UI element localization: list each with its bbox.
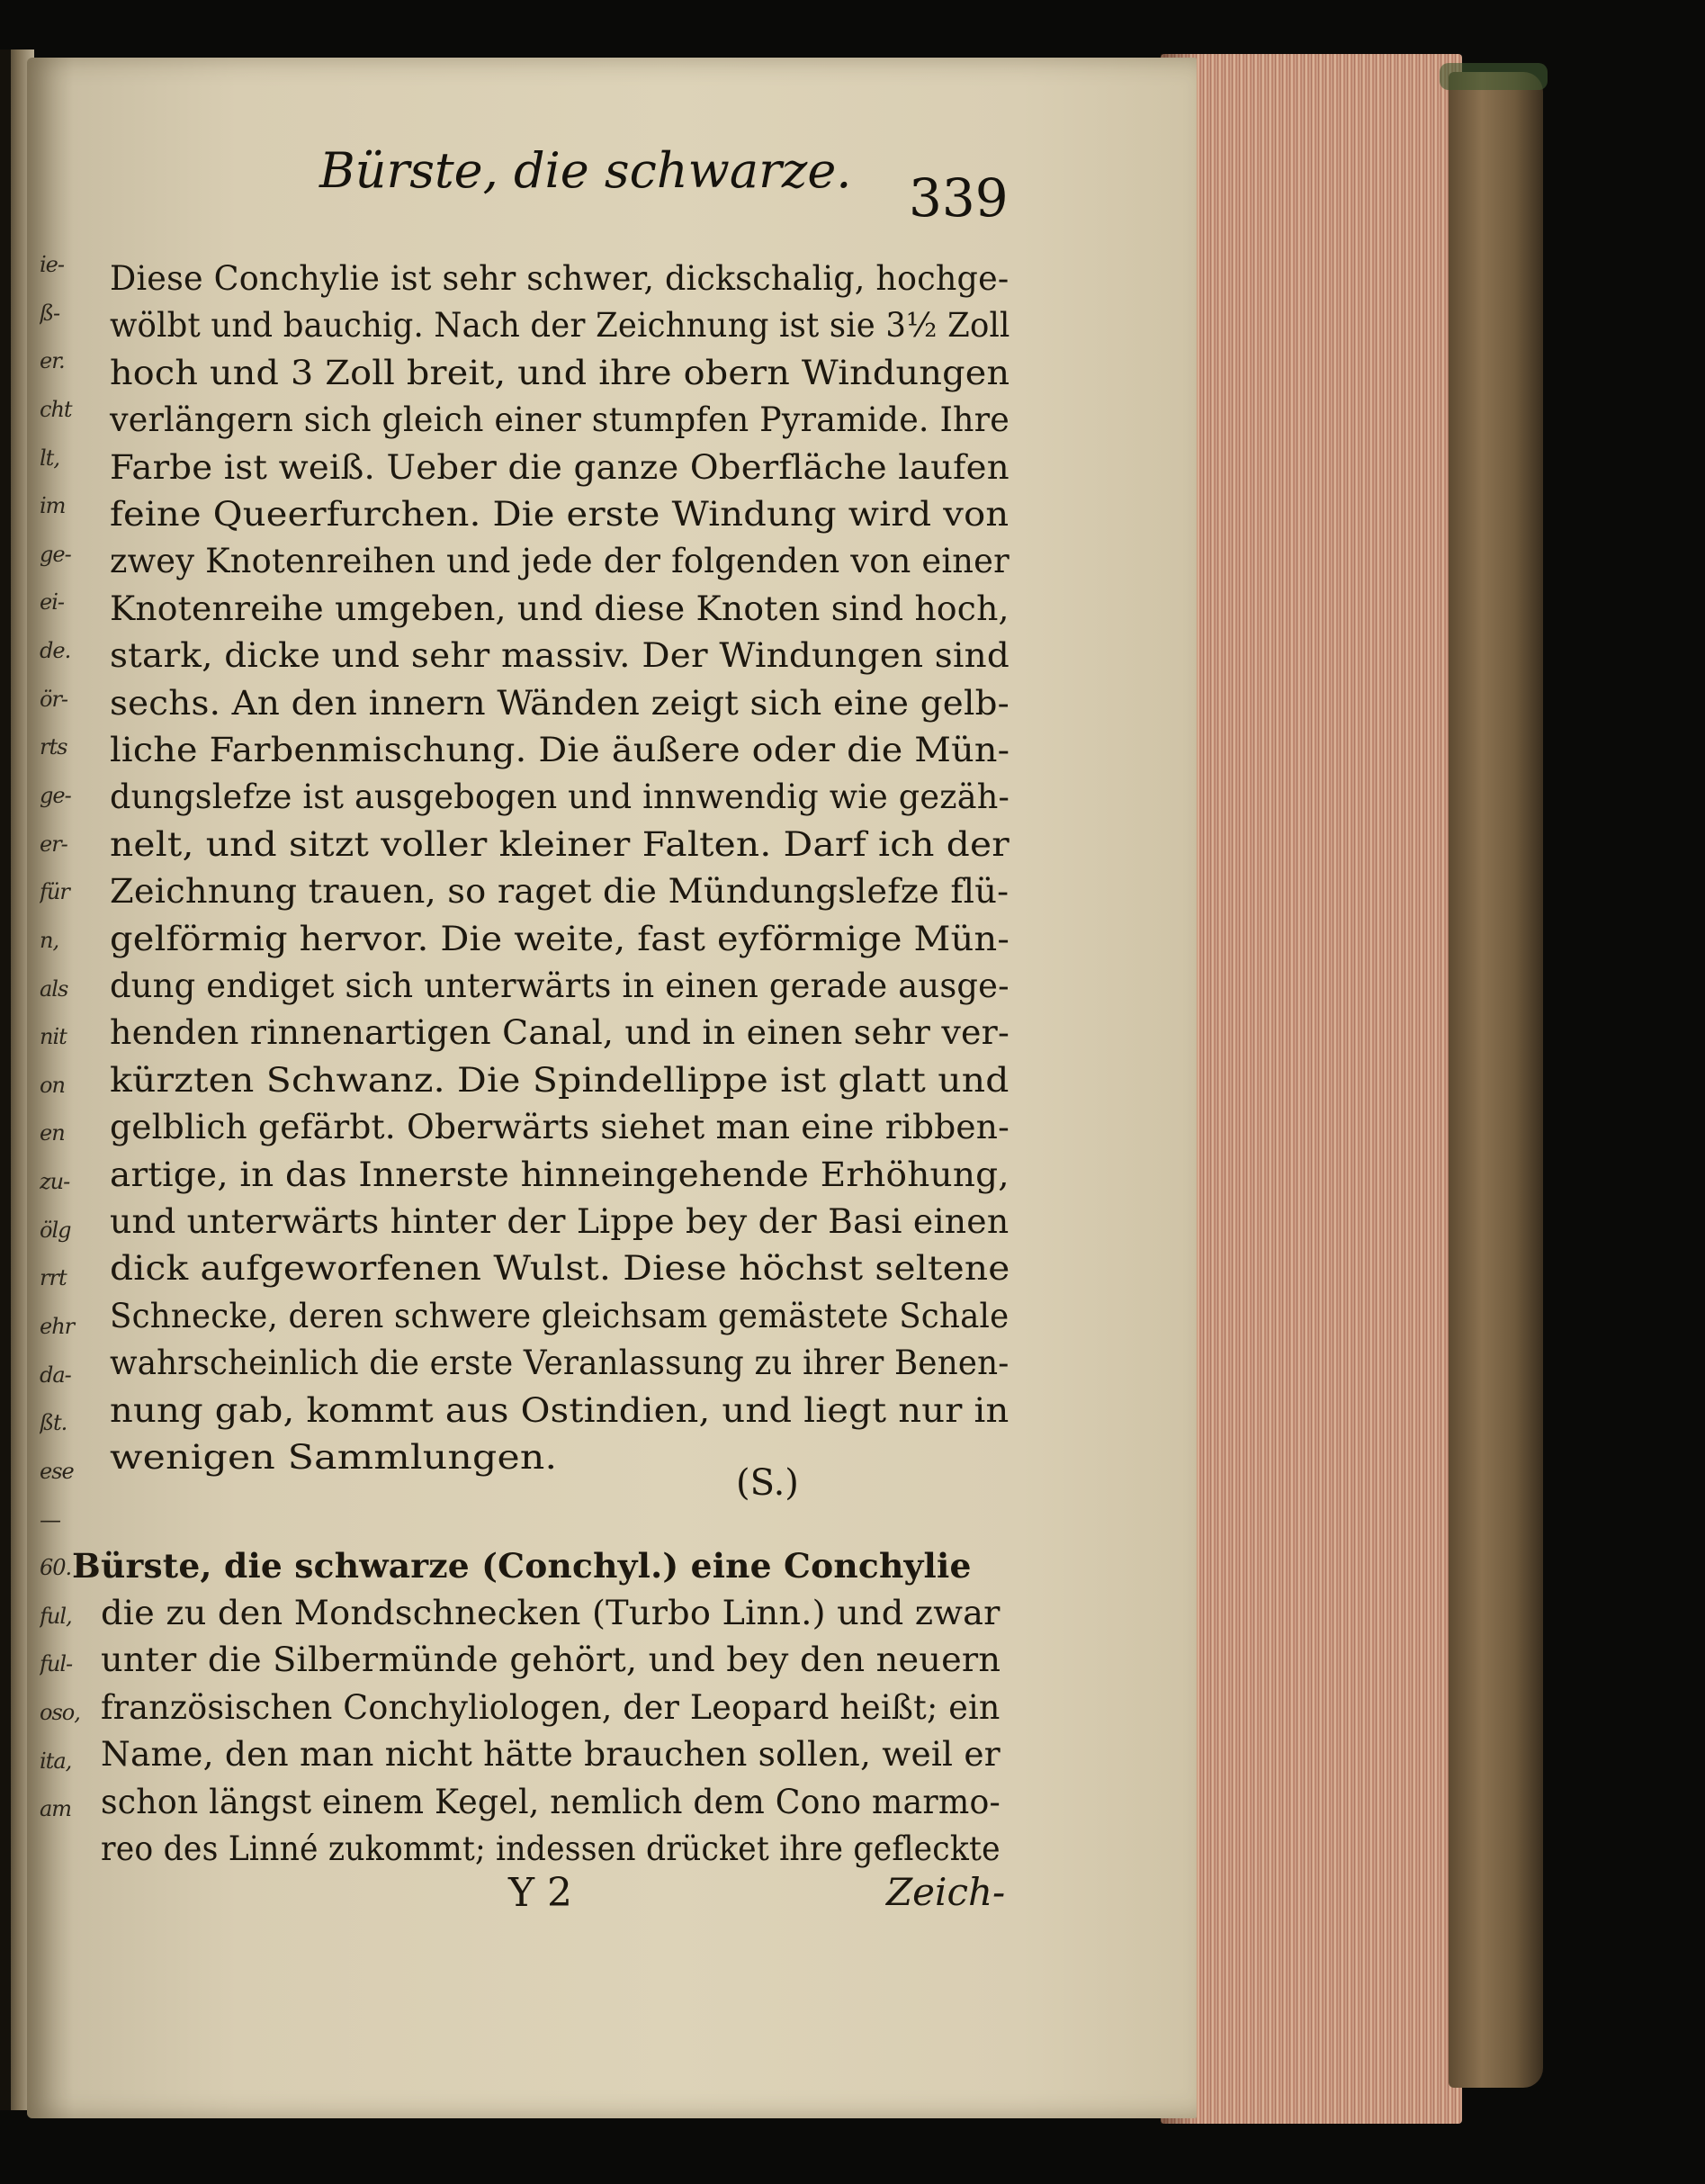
facing-page-fragment: im: [40, 493, 66, 519]
facing-page-fragment: ör-: [40, 686, 68, 712]
text-line: nelt, und sitzt voller kleiner Falten. Darf ich der: [110, 824, 1010, 864]
facing-page-fragment: ge-: [40, 783, 71, 808]
text-line: sechs. An den innern Wänden zeigt sich eine gelb-: [110, 683, 1010, 723]
text-line: französischen Conchyliologen, der Leopard heißt; ein: [101, 1687, 1001, 1727]
text-line: verlängern sich gleich einer stumpfen Pyramide. Ihre: [110, 400, 1010, 440]
text-line: Name, den man nicht hätte brauchen sollen, weil er: [101, 1735, 1001, 1774]
text-line: dick aufgeworfenen Wulst. Diese höchst seltene: [110, 1249, 1010, 1289]
text-line: zwey Knotenreihen und jede der folgenden von einer: [110, 542, 1010, 581]
text-line: Diese Conchylie ist sehr schwer, dickschalig, hochge-: [110, 259, 1010, 298]
facing-page-fragment: ful-: [40, 1651, 73, 1677]
text-line: gelblich gefärbt. Oberwärts siehet man eine ribben-: [110, 1108, 1010, 1147]
facing-page-fragment: oso,: [40, 1700, 80, 1726]
facing-page-fragment: ölg: [40, 1217, 71, 1243]
page-edges: [1161, 54, 1462, 2124]
text-line: unter die Silbermünde gehört, und bey den neuern: [101, 1640, 1001, 1679]
text-line: die zu den Mondschnecken (Turbo Linn.) und zwar: [101, 1593, 1001, 1632]
text-line: nung gab, kommt aus Ostindien, und liegt nur in: [110, 1390, 1010, 1430]
facing-page-fragment: er.: [40, 348, 65, 374]
facing-page-fragment: ge-: [40, 541, 71, 567]
facing-page-fragment: cht: [40, 396, 72, 422]
text-line: henden rinnenartigen Canal, und in einen sehr ver-: [110, 1013, 1010, 1053]
text-line: feine Queerfurchen. Die erste Windung wird von: [110, 495, 1010, 534]
facing-page-fragment: als: [40, 975, 68, 1002]
text-line: wahrscheinlich die erste Veranlassung zu ihrer Benen-: [110, 1344, 1010, 1383]
text-line: Knotenreihe umgeben, und diese Knoten sind hoch,: [110, 589, 1010, 628]
facing-page-text-fragments: [34, 252, 94, 1890]
text-line: reo des Linné zukommt; indessen drücket ihre gefleckte: [101, 1829, 1001, 1868]
facing-page-fragment: ßt.: [40, 1410, 67, 1436]
text-line: Farbe ist weiß. Ueber die ganze Oberfläche laufen: [110, 447, 1010, 487]
facing-page-fragment: on: [40, 1072, 65, 1098]
text-line: kürzten Schwanz. Die Spindellippe ist glatt und: [110, 1060, 1010, 1100]
text-line: schon längst einem Kegel, nemlich dem Cono marmo-: [101, 1782, 1001, 1821]
text-line: dungslefze ist ausgebogen und innwendig wie gezäh-: [110, 777, 1010, 817]
text-line: und unterwärts hinter der Lippe bey der Basi einen: [110, 1202, 1010, 1241]
page-number: 339: [909, 167, 1009, 229]
facing-page-fragment: ie-: [40, 252, 64, 277]
facing-page-fragment: er-: [40, 831, 67, 857]
author-signature: (S.): [736, 1462, 799, 1504]
text-line: artige, in das Innerste hinneingehende Erhöhung,: [110, 1155, 1010, 1194]
facing-page-fragment: ita,: [40, 1748, 72, 1774]
book-cover: [1449, 72, 1543, 2088]
text-line: wenigen Sammlungen.: [110, 1438, 558, 1477]
text-line: gelförmig hervor. Die weite, fast eyförmige Mün-: [110, 919, 1010, 958]
catchword: Zeich-: [886, 1870, 1006, 1914]
facing-page-fragment: n,: [40, 927, 59, 953]
facing-page-fragment: da-: [40, 1362, 71, 1388]
facing-page-fragment: für: [40, 879, 69, 905]
facing-page-fragment: ei-: [40, 589, 64, 616]
facing-page-fragment: en: [40, 1120, 65, 1146]
running-head: Bürste, die schwarze.: [319, 142, 852, 199]
text-line: dung endiget sich unterwärts in einen gerade ausge-: [110, 966, 1010, 1005]
facing-page-fragment: ese: [40, 1458, 74, 1484]
entry-headword-line: Bürste, die schwarze (Conchyl.) eine Conchylie: [72, 1546, 972, 1586]
facing-page-fragment: nit: [40, 1024, 67, 1050]
text-line: Schnecke, deren schwere gleichsam gemästete Schale: [110, 1296, 1010, 1335]
text-line: hoch und 3 Zoll breit, und ihre obern Windungen: [110, 353, 1010, 392]
facing-page-fragment: de.: [40, 638, 71, 664]
facing-page-fragment: 60.: [40, 1555, 72, 1581]
signature-mark: Y 2: [508, 1870, 573, 1916]
facing-page-fragment: rts: [40, 734, 67, 760]
text-line: stark, dicke und sehr massiv. Der Windungen sind: [110, 636, 1010, 676]
text-line: Zeichnung trauen, so raget die Mündungslefze flü-: [110, 872, 1010, 912]
facing-page-fragment: rrt: [40, 1265, 67, 1291]
facing-page-fragment: ful,: [40, 1603, 72, 1629]
facing-page-fragment: ß-: [40, 300, 60, 326]
text-line: liche Farbenmischung. Die äußere oder die Mün-: [110, 731, 1010, 769]
facing-page-fragment: lt,: [40, 445, 59, 471]
facing-page-fragment: —: [40, 1506, 60, 1532]
facing-page-fragment: ehr: [40, 1314, 75, 1339]
facing-page-shadow: [0, 49, 11, 2110]
facing-page-fragment: zu-: [40, 1169, 70, 1195]
text-line: wölbt und bauchig. Nach der Zeichnung ist sie 3½ Zoll: [110, 306, 1010, 346]
cover-corner: [1440, 63, 1548, 90]
facing-page-fragment: am: [40, 1796, 72, 1822]
